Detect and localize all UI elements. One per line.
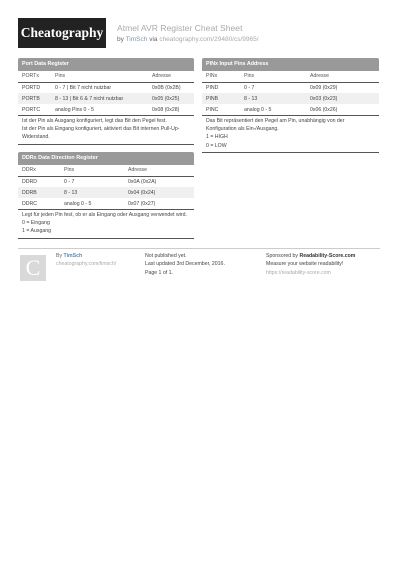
table-cell: DDRB — [18, 187, 60, 198]
footer-author-url[interactable]: cheatography.com/timsch/ — [56, 261, 117, 268]
table-row — [202, 82, 379, 93]
note-line: 0 = Eingang — [22, 220, 50, 227]
note-line: 1 = Ausgang — [22, 228, 51, 235]
byline-via: via — [149, 36, 158, 43]
sponsor-url[interactable]: https://readability-score.com — [266, 269, 331, 276]
table-row — [18, 198, 194, 209]
section-notes — [202, 115, 379, 153]
table-cell: 0x0A (0x2A) — [128, 178, 157, 185]
table-row — [18, 82, 194, 93]
footer-author-column — [56, 252, 116, 269]
table-cell: 0x0B (0x2B) — [152, 84, 181, 91]
table-cell: 0 - 7 — [64, 178, 75, 185]
ddrx-data-direction-section — [18, 152, 194, 239]
note-line: Ist der Pin als Ausgang konfiguriert, legt das Bit den Pegel fest. — [22, 118, 167, 124]
avatar-letter: C — [25, 255, 41, 280]
table-cell: PORTB — [18, 93, 51, 104]
byline-by: by — [117, 36, 124, 43]
note-line: Das Bit repräsentiert den Pegel am Pin, unabhängig von der — [206, 118, 345, 124]
table-row — [18, 187, 194, 198]
cheatography-logo[interactable]: Cheatography — [18, 18, 106, 48]
footer-author-link[interactable]: TimSch — [63, 253, 83, 259]
note-line: 1 = HIGH — [206, 134, 228, 141]
table-cell: 0x09 (0x29) — [310, 84, 338, 91]
sheet-url-link[interactable]: cheatography.com/29480/cs/9965/ — [159, 36, 259, 43]
author-link[interactable]: TimSch — [125, 36, 148, 43]
column-header: PINx — [202, 71, 240, 82]
table-row — [202, 104, 379, 115]
section-header: PINx Input Pins Address — [202, 58, 379, 71]
table-cell: DDRC — [22, 200, 37, 207]
page-title: Atmel AVR Register Cheat Sheet — [117, 23, 243, 33]
column-header: Pins — [240, 71, 306, 82]
table-cell: analog Pins 0 - 5 — [55, 106, 94, 113]
avatar[interactable] — [20, 255, 46, 281]
pinx-input-pins-section — [202, 58, 379, 153]
column-header: PORTx — [18, 71, 51, 82]
table-row — [202, 93, 379, 104]
table-cell: DDRD — [22, 178, 37, 185]
column-header: Adresse — [306, 71, 379, 82]
pinx-table — [202, 71, 379, 115]
table-cell: analog 0 - 5 — [244, 106, 272, 113]
section-header: DDRx Data Direction Register — [18, 152, 194, 165]
table-cell: analog 0 - 5 — [64, 200, 92, 207]
table-cell: 8 - 13 — [240, 93, 306, 104]
table-cell: 0 - 7 — [244, 84, 255, 91]
table-cell: 0x07 (0x27) — [128, 200, 156, 207]
table-cell: 0x08 (0x28) — [152, 106, 180, 113]
table-cell: 0x03 (0x23) — [306, 93, 379, 104]
table-cell: PORTC — [22, 106, 41, 113]
table-header-row — [18, 165, 194, 176]
section-header: Port Data Register — [18, 58, 194, 71]
byline — [117, 36, 259, 43]
table-header-row — [18, 71, 194, 82]
column-header: Pins — [60, 165, 124, 176]
table-cell: PINB — [202, 93, 240, 104]
column-header: Adresse — [148, 71, 194, 82]
sponsor-tagline: Measure your website readability! — [266, 261, 344, 268]
section-notes — [18, 115, 194, 145]
page-footer — [18, 248, 380, 290]
note-line: Konfiguration als Ein-/Ausgang. — [206, 126, 279, 133]
sponsor-prefix: Sponsored by — [266, 253, 299, 259]
table-row — [18, 93, 194, 104]
table-row — [18, 104, 194, 115]
publish-status: Not published yet. — [145, 253, 187, 259]
table-cell: 0x04 (0x24) — [124, 187, 194, 198]
page-count: Page 1 of 1. — [145, 269, 173, 276]
column-header: Adresse — [124, 165, 194, 176]
column-header: DDRx — [18, 165, 60, 176]
table-cell: PINC — [206, 106, 219, 113]
table-cell: 8 - 13 — [60, 187, 124, 198]
section-notes — [18, 209, 194, 239]
table-cell: PORTD — [22, 84, 41, 91]
table-cell: 0x05 (0x25) — [148, 93, 194, 104]
note-line: Ist der Pin als Eingang konfiguriert, aktiviert das Bit internen Pull-Up- — [22, 126, 180, 133]
footer-sponsor-column — [266, 252, 355, 277]
port-data-register-section — [18, 58, 194, 145]
note-line: Legt für jeden Pin fest, ob er als Eingang oder Ausgang verwendet wird. — [22, 212, 187, 218]
table-header-row — [202, 71, 379, 82]
note-line: Widerstand. — [22, 134, 50, 141]
footer-by: By — [56, 253, 63, 259]
table-cell: 0 - 7 | Bit 7 nicht nutzbar — [55, 84, 112, 91]
note-line: 0 = LOW — [206, 142, 227, 149]
last-updated: Last updated 3rd December, 2016. — [145, 261, 225, 268]
table-row — [18, 176, 194, 187]
column-header: Pins — [51, 71, 148, 82]
sponsor-link[interactable]: Readability-Score.com — [299, 253, 356, 259]
table-cell: 8 - 13 | Bit 6 & 7 nicht nutzbar — [51, 93, 148, 104]
page-header — [18, 18, 380, 48]
footer-status-column — [145, 252, 225, 277]
port-data-table — [18, 71, 194, 115]
table-cell: 0x06 (0x26) — [310, 106, 338, 113]
ddrx-table — [18, 165, 194, 209]
table-cell: PIND — [206, 84, 219, 91]
